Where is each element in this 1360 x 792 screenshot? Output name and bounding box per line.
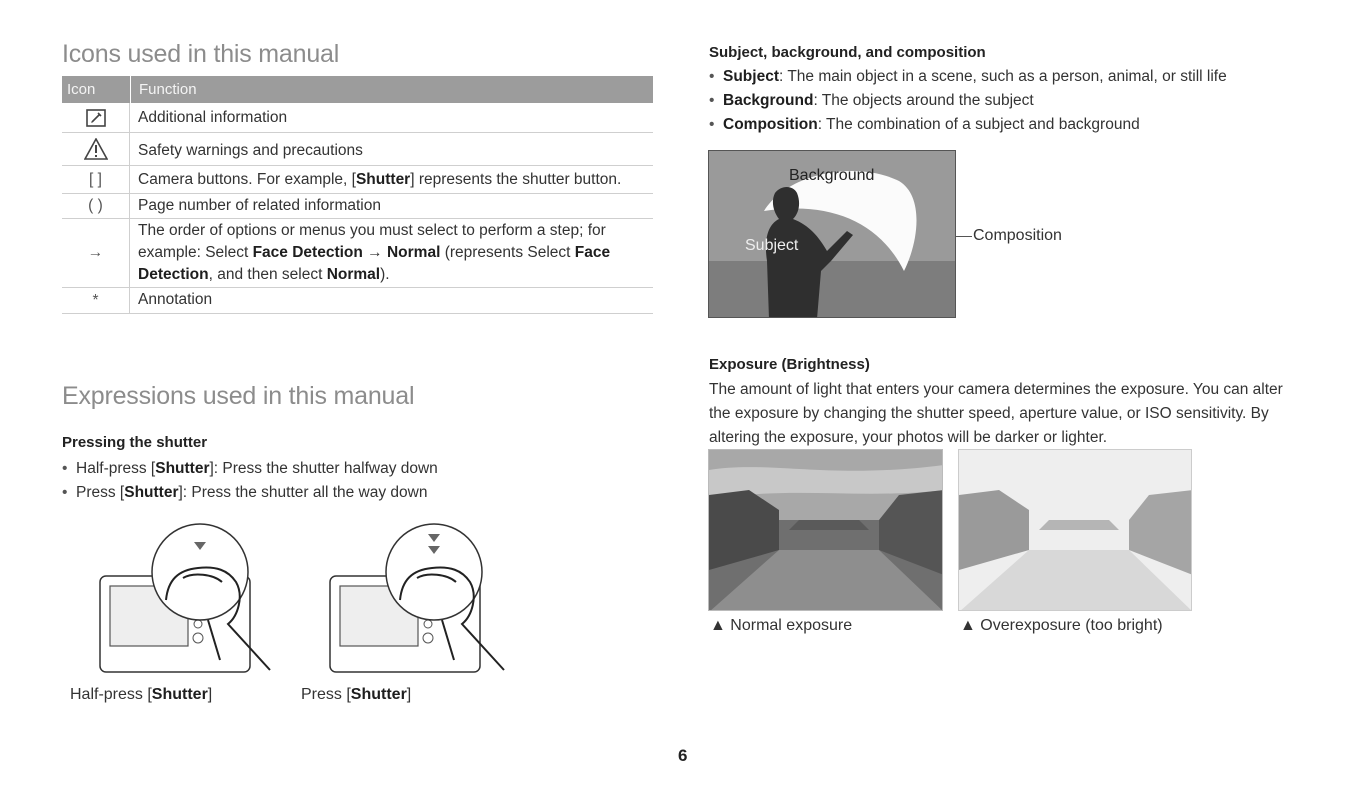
- composition-heading: Subject, background, and composition: [709, 44, 986, 61]
- list-item: • Subject: The main object in a scene, such as a person, animal, or still life: [709, 65, 1227, 89]
- table-row: [62, 219, 653, 288]
- composition-label: Composition: [973, 227, 1062, 244]
- table-row: [62, 194, 653, 219]
- row-text: Safety warnings and precautions: [138, 142, 363, 159]
- press-caption: Press [Shutter]: [301, 686, 412, 703]
- row-text: Camera buttons. For example, [Shutter] represents the shutter button.: [138, 171, 622, 188]
- row-text: Additional information: [138, 109, 288, 126]
- note-icon: [62, 103, 130, 132]
- list-item: • Press [Shutter]: Press the shutter all the way down: [62, 481, 438, 505]
- row-text: Annotation: [138, 291, 213, 308]
- header-function: Function: [130, 76, 653, 103]
- normal-exposure-caption: ▲ Normal exposure: [710, 617, 853, 634]
- row-text: Page number of related information: [138, 197, 381, 214]
- background-label: Background: [789, 167, 875, 184]
- triangle-marker-icon: ▲: [710, 617, 726, 634]
- half-press-illustration: [98, 520, 288, 680]
- normal-exposure-photo: [708, 449, 943, 611]
- arrow-symbol: →: [62, 219, 130, 287]
- list-item: • Composition: The combination of a subject and background: [709, 113, 1227, 137]
- overexposure-caption: ▲ Overexposure (too bright): [960, 617, 1163, 634]
- triangle-marker-icon: ▲: [960, 617, 976, 634]
- table-row: [62, 133, 653, 166]
- page-number: 6: [678, 746, 688, 765]
- list-item: • Half-press [Shutter]: Press the shutter halfway down: [62, 457, 438, 481]
- parenthesis-symbol: ( ): [62, 194, 130, 218]
- composition-image: [708, 150, 956, 318]
- warning-icon: [62, 133, 130, 165]
- exposure-heading: Exposure (Brightness): [709, 356, 870, 373]
- table-header: [62, 76, 653, 103]
- list-item: • Background: The objects around the subject: [709, 89, 1227, 113]
- expressions-section-title: Expressions used in this manual: [62, 382, 415, 410]
- exposure-paragraph: The amount of light that enters your camera determines the exposure. You can alter the exposure by changing the shutter speed, aperture value, or ISO sensitivity. By altering the exposure, your photos will be darker or lighter.: [709, 381, 1283, 446]
- shutter-bullets: [62, 457, 438, 505]
- bracket-symbol: [ ]: [62, 166, 130, 193]
- header-icon: Icon: [67, 81, 96, 98]
- icons-section-title: Icons used in this manual: [62, 40, 340, 68]
- pressing-shutter-heading: Pressing the shutter: [62, 434, 208, 451]
- table-row: [62, 288, 653, 314]
- subject-label: Subject: [745, 237, 799, 254]
- overexposure-photo: [958, 449, 1192, 611]
- full-press-illustration: [328, 520, 518, 680]
- table-row: [62, 103, 653, 133]
- overexposure-scene: [959, 450, 1192, 611]
- asterisk-symbol: *: [62, 288, 130, 313]
- composition-bullets: [709, 65, 1227, 137]
- icons-table: [62, 76, 653, 314]
- normal-exposure-scene: [709, 450, 943, 611]
- table-row: [62, 166, 653, 194]
- composition-leader-line: [956, 236, 972, 237]
- half-press-caption: Half-press [Shutter]: [70, 686, 213, 703]
- row-text: The order of options or menus you must select to perform a step; for example: Select Face Detection → Normal (represents Select Face Detection, and then select Normal).: [138, 222, 611, 283]
